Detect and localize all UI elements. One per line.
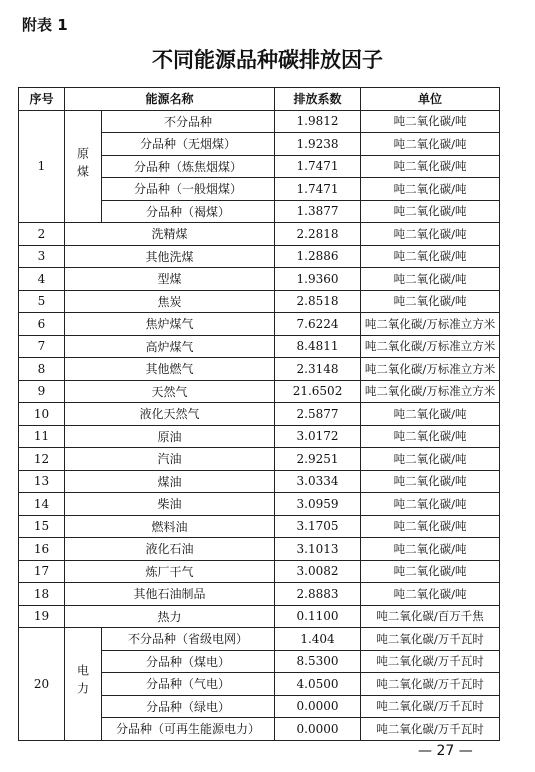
row-seq: 2 [19,223,65,246]
row-factor: 3.0334 [275,470,361,493]
table-header-row [19,88,500,111]
row-factor: 7.6224 [275,313,361,336]
row-factor: 2.8518 [275,290,361,313]
row-factor: 8.4811 [275,335,361,358]
table-row [19,583,500,606]
row-name: 液化天然气 [65,403,275,426]
row-unit: 吨二氧化碳/吨 [361,178,500,201]
row-factor: 1.7471 [275,155,361,178]
row-factor: 3.0959 [275,493,361,516]
row-name: 液化石油 [65,538,275,561]
emission-factor-table [18,87,500,741]
row-unit: 吨二氧化碳/吨 [361,493,500,516]
row-unit: 吨二氧化碳/百万千焦 [361,605,500,628]
row-unit: 吨二氧化碳/万千瓦时 [361,650,500,673]
row-seq: 17 [19,560,65,583]
row-unit: 吨二氧化碳/万千瓦时 [361,673,500,696]
table-row [19,268,500,291]
table-row [19,403,500,426]
row-unit: 吨二氧化碳/万千瓦时 [361,628,500,651]
row-factor: 1.7471 [275,178,361,201]
table-row [19,313,500,336]
row-unit: 吨二氧化碳/吨 [361,425,500,448]
row-unit: 吨二氧化碳/吨 [361,470,500,493]
row-seq: 5 [19,290,65,313]
row-name: 煤油 [65,470,275,493]
row-factor: 2.8883 [275,583,361,606]
row-factor: 1.9238 [275,133,361,156]
row-unit: 吨二氧化碳/万标准立方米 [361,358,500,381]
row-name: 焦炭 [65,290,275,313]
row-name: 炼厂干气 [65,560,275,583]
row-seq: 4 [19,268,65,291]
row-unit: 吨二氧化碳/吨 [361,155,500,178]
row-unit: 吨二氧化碳/万标准立方米 [361,335,500,358]
row-seq: 12 [19,448,65,471]
row-name: 不分品种 [102,110,275,133]
row-name: 分品种（无烟煤） [102,133,275,156]
row-unit: 吨二氧化碳/吨 [361,448,500,471]
row-name: 分品种（炼焦烟煤） [102,155,275,178]
row-name: 柴油 [65,493,275,516]
row-seq: 15 [19,515,65,538]
row-group [65,110,102,223]
row-seq: 10 [19,403,65,426]
table-row [19,448,500,471]
row-unit: 吨二氧化碳/吨 [361,268,500,291]
row-factor: 0.1100 [275,605,361,628]
row-name: 不分品种（省级电网） [102,628,275,651]
row-seq: 20 [19,628,65,741]
row-unit: 吨二氧化碳/万标准立方米 [361,313,500,336]
table-row [19,425,500,448]
row-name: 燃料油 [65,515,275,538]
row-group-label: 原煤 [75,146,90,183]
table-row [19,335,500,358]
table-row [19,628,500,651]
table-row [19,358,500,381]
row-factor: 3.1013 [275,538,361,561]
table-row [19,110,500,133]
table-row [19,470,500,493]
row-unit: 吨二氧化碳/吨 [361,223,500,246]
row-name: 分品种（可再生能源电力） [102,718,275,741]
row-unit: 吨二氧化碳/吨 [361,403,500,426]
row-name: 热力 [65,605,275,628]
row-unit: 吨二氧化碳/吨 [361,583,500,606]
header-name: 能源名称 [65,88,275,111]
row-group [65,628,102,741]
row-name: 焦炉煤气 [65,313,275,336]
row-factor: 1.3877 [275,200,361,223]
row-unit: 吨二氧化碳/吨 [361,290,500,313]
table-row [19,223,500,246]
row-name: 其他石油制品 [65,583,275,606]
row-unit: 吨二氧化碳/万标准立方米 [361,380,500,403]
row-factor: 1.2886 [275,245,361,268]
row-factor: 21.6502 [275,380,361,403]
table-body [19,110,500,740]
row-unit: 吨二氧化碳/吨 [361,245,500,268]
table-row [19,605,500,628]
table-row [19,493,500,516]
row-name: 分品种（一般烟煤） [102,178,275,201]
row-unit: 吨二氧化碳/吨 [361,200,500,223]
row-unit: 吨二氧化碳/万千瓦时 [361,695,500,718]
row-seq: 8 [19,358,65,381]
row-factor: 3.0172 [275,425,361,448]
annex-label: 附表 1 [22,16,68,34]
row-name: 高炉煤气 [65,335,275,358]
row-unit: 吨二氧化碳/吨 [361,560,500,583]
row-factor: 8.5300 [275,650,361,673]
row-unit: 吨二氧化碳/吨 [361,538,500,561]
row-seq: 7 [19,335,65,358]
row-name: 天然气 [65,380,275,403]
row-seq: 1 [19,110,65,223]
row-name: 原油 [65,425,275,448]
header-seq: 序号 [19,88,65,111]
table-row [19,380,500,403]
row-name: 其他洗煤 [65,245,275,268]
page-number: — 27 — [418,743,473,759]
table-row [19,560,500,583]
row-seq: 18 [19,583,65,606]
row-name: 分品种（气电） [102,673,275,696]
document-title: 不同能源品种碳排放因子 [152,48,383,72]
row-name: 型煤 [65,268,275,291]
row-factor: 1.404 [275,628,361,651]
table-row [19,538,500,561]
table-row [19,515,500,538]
row-name: 洗精煤 [65,223,275,246]
row-unit: 吨二氧化碳/吨 [361,133,500,156]
row-factor: 2.3148 [275,358,361,381]
row-factor: 3.0082 [275,560,361,583]
row-unit: 吨二氧化碳/吨 [361,110,500,133]
row-name: 分品种（褐煤） [102,200,275,223]
row-name: 汽油 [65,448,275,471]
row-factor: 1.9360 [275,268,361,291]
row-unit: 吨二氧化碳/吨 [361,515,500,538]
row-name: 分品种（煤电） [102,650,275,673]
table-row [19,290,500,313]
row-factor: 0.0000 [275,718,361,741]
row-name: 其他燃气 [65,358,275,381]
row-seq: 19 [19,605,65,628]
row-seq: 9 [19,380,65,403]
row-factor: 3.1705 [275,515,361,538]
row-seq: 13 [19,470,65,493]
row-factor: 2.9251 [275,448,361,471]
header-unit: 单位 [361,88,500,111]
row-name: 分品种（绿电） [102,695,275,718]
row-factor: 2.2818 [275,223,361,246]
row-seq: 11 [19,425,65,448]
row-seq: 16 [19,538,65,561]
row-factor: 2.5877 [275,403,361,426]
table-row [19,245,500,268]
row-seq: 14 [19,493,65,516]
row-seq: 3 [19,245,65,268]
row-seq: 6 [19,313,65,336]
row-group-label: 电力 [75,664,90,701]
header-factor: 排放系数 [275,88,361,111]
row-factor: 1.9812 [275,110,361,133]
row-unit: 吨二氧化碳/万千瓦时 [361,718,500,741]
row-factor: 4.0500 [275,673,361,696]
row-factor: 0.0000 [275,695,361,718]
